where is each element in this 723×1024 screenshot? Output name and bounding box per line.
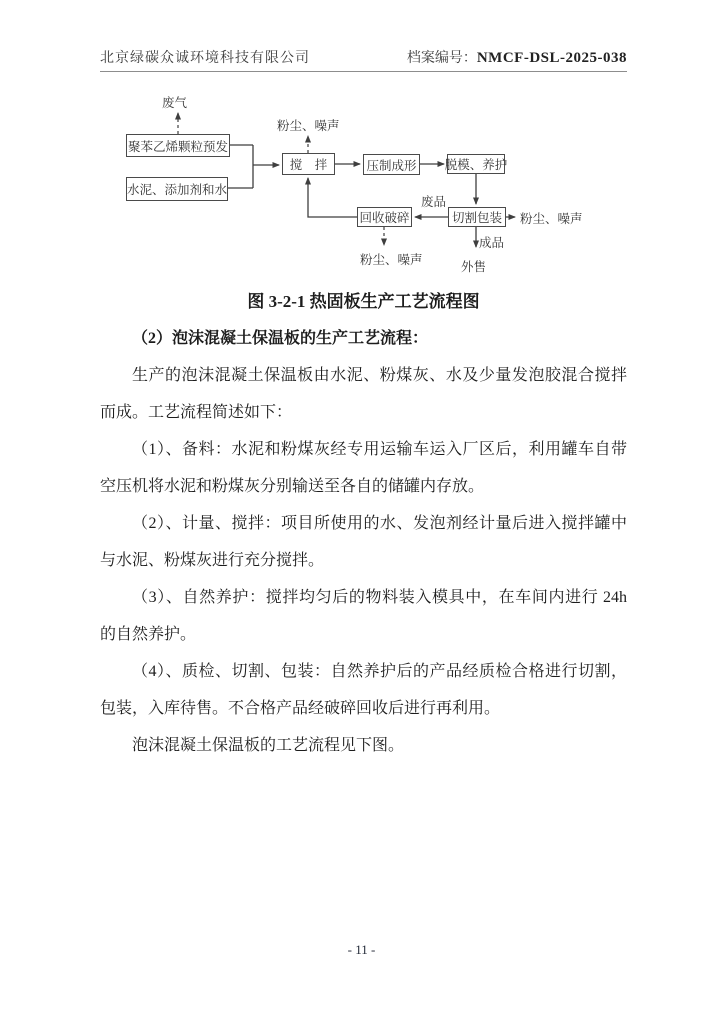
label-dust-noise-cut: 粉尘、噪声 (520, 212, 583, 226)
arrow-recycle-to-mix (308, 178, 357, 217)
page-header (100, 47, 627, 67)
text-body (100, 283, 627, 764)
process-box-demold-curing: 脱模、养护 (447, 154, 505, 174)
process-flowchart (100, 85, 660, 282)
figure-caption: 图 3-2-1 热固板生产工艺流程图 (247, 292, 480, 311)
label-sold-externally: 外售 (461, 260, 487, 274)
label-scrap: 废品 (421, 195, 447, 209)
process-box-cement-additive-water: 水泥、添加剂和水 (126, 177, 228, 201)
header-divider (100, 71, 627, 72)
label-dust-noise-mix: 粉尘、噪声 (277, 119, 340, 133)
process-box-pre-expand: 聚苯乙烯颗粒预发 (126, 134, 230, 157)
paragraph-step3: （3）、自然养护：搅拌均匀后的物料装入模具中，在车间内进行 24h 的自然养护。 (100, 589, 627, 643)
label-waste-gas: 废气 (162, 96, 188, 110)
paragraph-closing: 泡沫混凝土保温板的工艺流程见下图。 (132, 737, 405, 754)
archive-label: 档案编号： (406, 51, 477, 66)
paragraph-step2: （2）、计量、搅拌：项目所使用的水、发泡剂经计量后进入搅拌罐中与水泥、粉煤灰进行充分搅拌。 (100, 515, 627, 569)
paragraph-intro: 生产的泡沫混凝土保温板由水泥、粉煤灰、水及少量发泡胶混合搅拌而成。工艺流程简述如下： (100, 367, 627, 421)
paragraph-step1: （1）、备料：水泥和粉煤灰经专用运输车运入厂区后，利用罐车自带空压机将水泥和粉煤灰分别输送至各自的储罐内存放。 (100, 441, 627, 495)
process-box-cut-packaging: 切割包装 (448, 207, 506, 227)
process-box-press-forming: 压制成形 (363, 154, 420, 175)
label-finished-product: 成品 (479, 236, 505, 250)
process-box-mixing: 搅 拌 (282, 153, 335, 175)
section-heading: （2）泡沫混凝土保温板的生产工艺流程： (132, 330, 429, 347)
company-name: 北京绿碳众诚环境科技有限公司 (100, 51, 310, 66)
page-number: - 11 - (347, 942, 376, 957)
archive-number: NMCF-DSL-2025-038 (476, 50, 627, 66)
paragraph-step4: （4）、质检、切割、包装：自然养护后的产品经质检合格进行切割，包装，入库待售。不合格产品经破碎回收后进行再利用。 (100, 663, 627, 717)
archive-number-group (407, 47, 627, 67)
label-dust-noise-recycle: 粉尘、噪声 (360, 253, 423, 267)
process-box-recycle-crushing: 回收破碎 (357, 207, 412, 227)
